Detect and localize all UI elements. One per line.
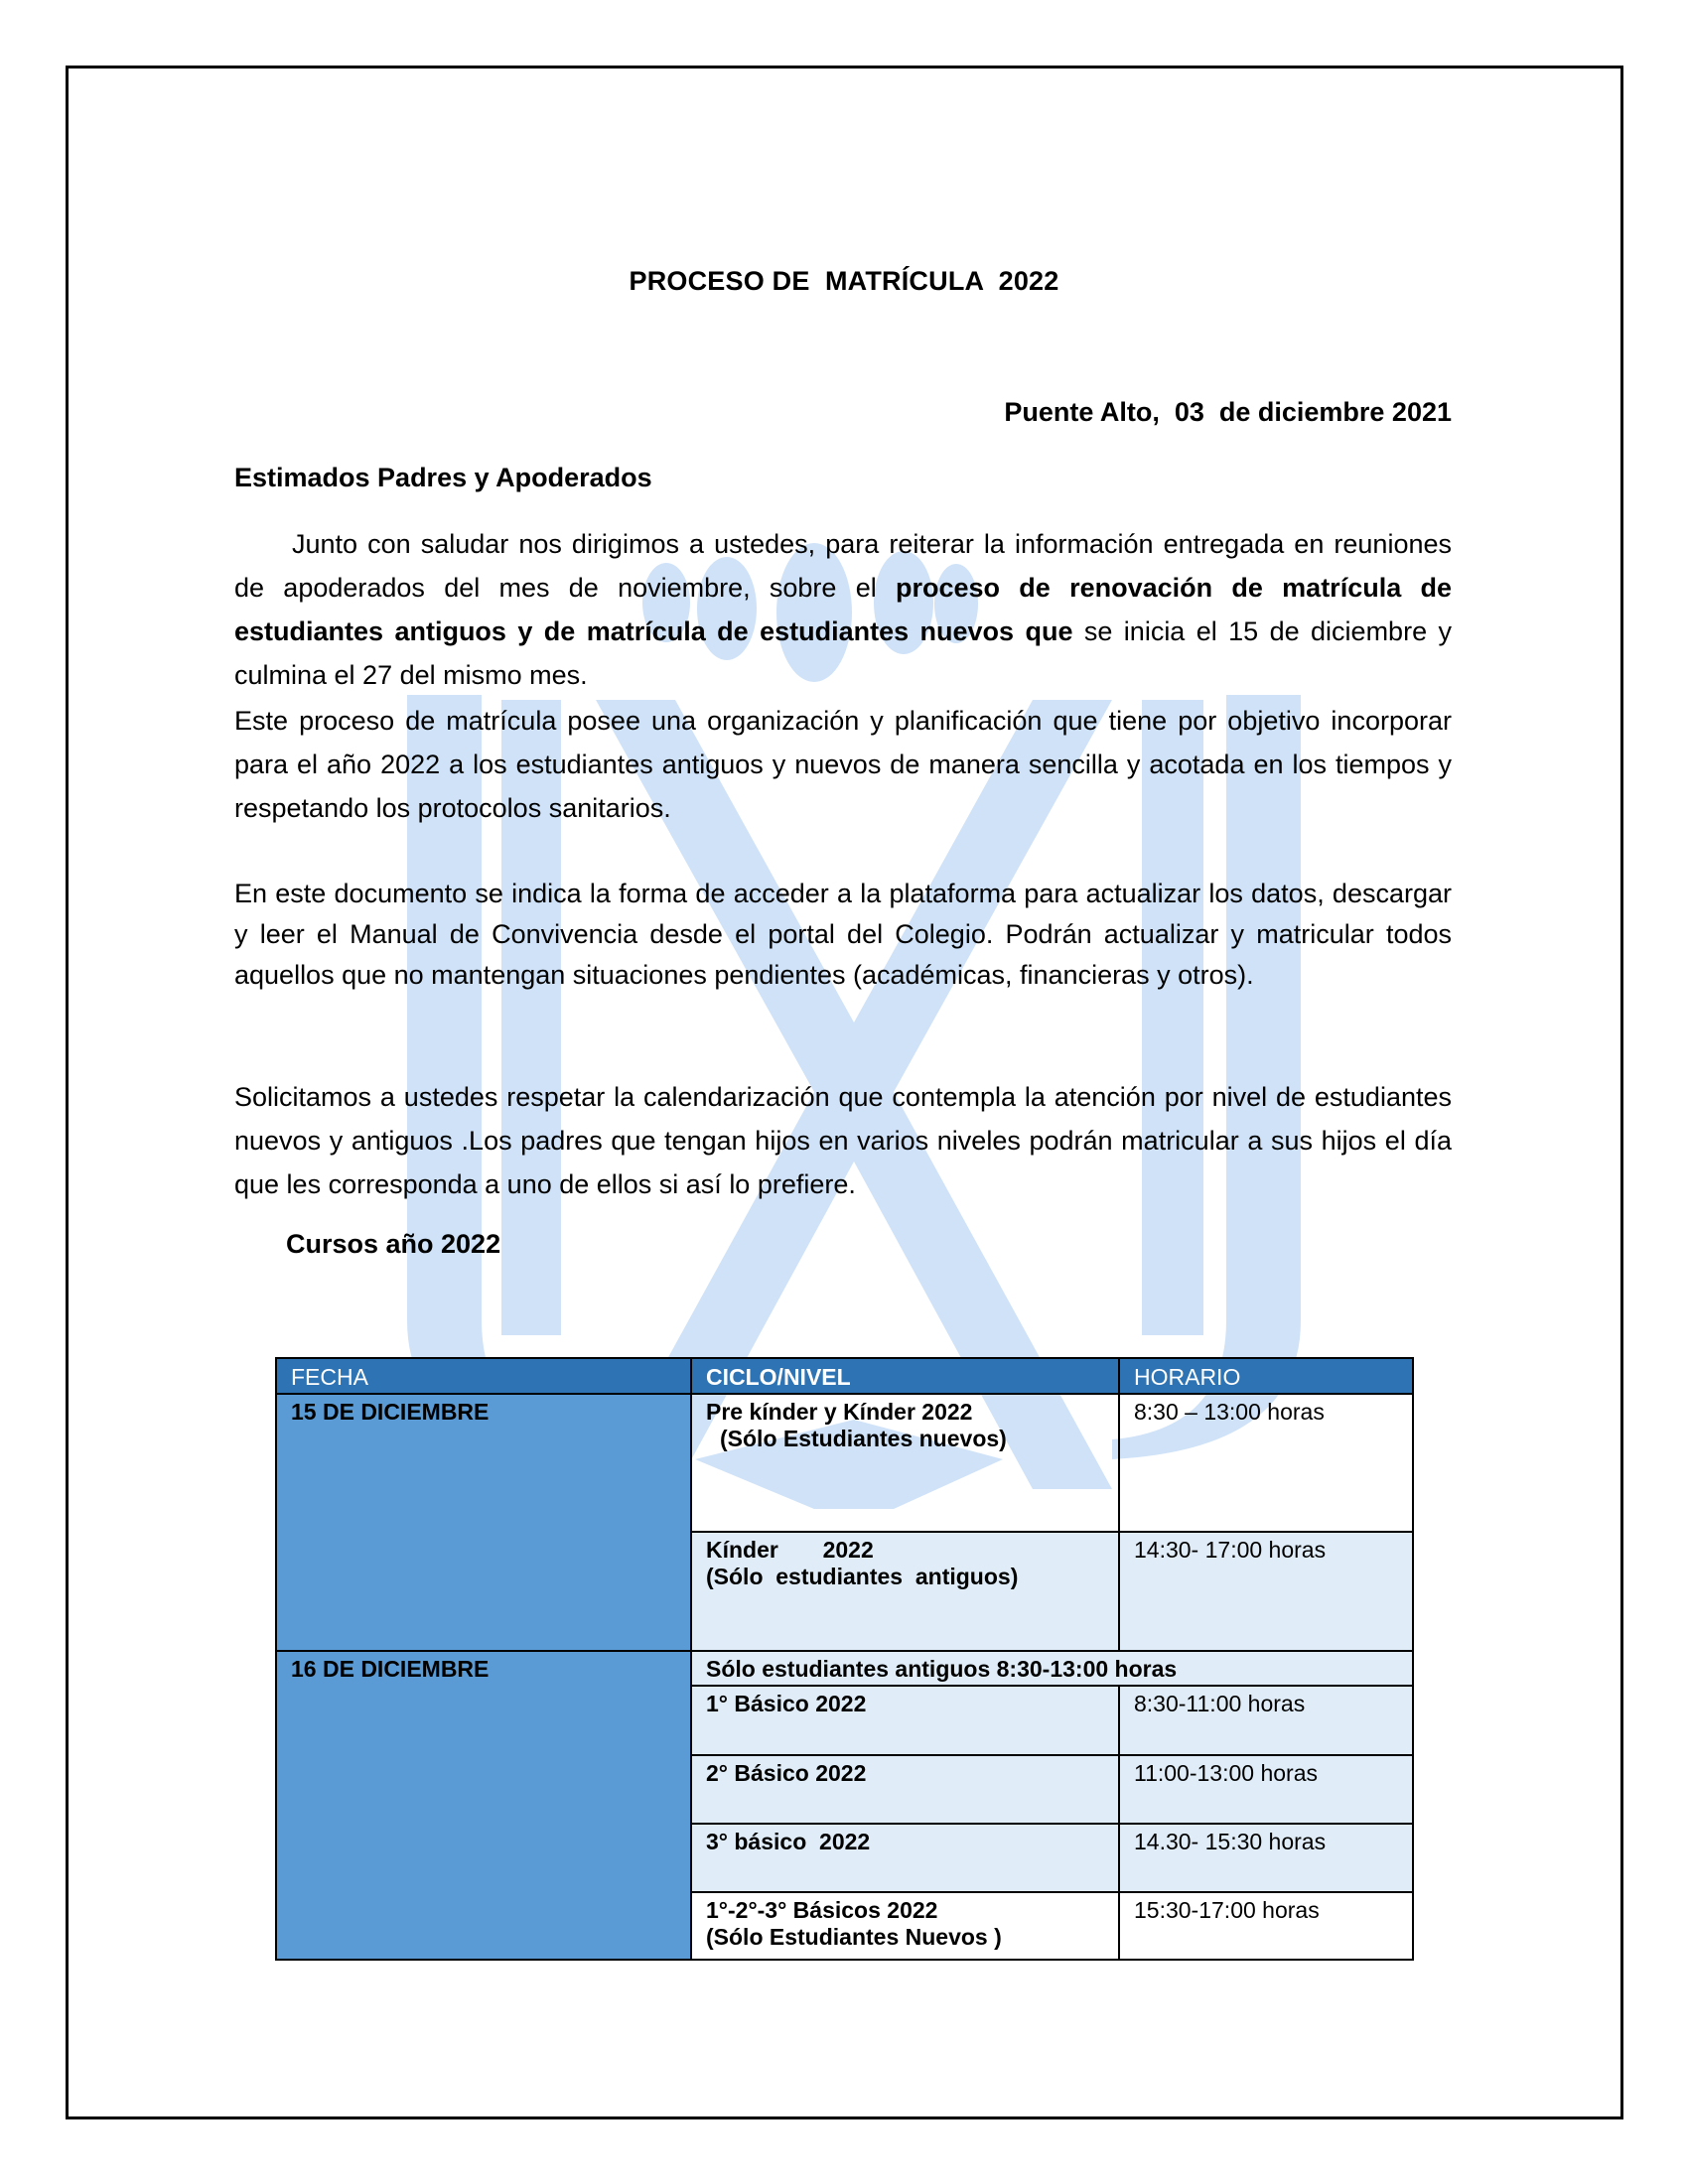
courses-heading: Cursos año 2022 xyxy=(286,1229,501,1259)
paragraph-intro-end: se inicia el 15 de diciembre y culmina el 27 del mismo mes. xyxy=(234,616,1452,690)
horario-cell: 11:00-13:00 horas xyxy=(1119,1755,1413,1824)
ciclo-line2: (Sólo Estudiantes Nuevos ) xyxy=(706,1924,1002,1950)
fecha-cell: 16 DE DICIEMBRE xyxy=(276,1651,691,1960)
horario-cell: 8:30-11:00 horas xyxy=(1119,1686,1413,1755)
document-title: PROCESO DE MATRÍCULA 2022 xyxy=(629,266,1059,296)
place-date: Puente Alto, 03 de diciembre 2021 xyxy=(1004,397,1452,427)
greeting: Estimados Padres y Apoderados xyxy=(234,463,652,492)
horario-cell: 14.30- 15:30 horas xyxy=(1119,1824,1413,1892)
ciclo-cell xyxy=(691,1394,1119,1532)
horario-cell: 14:30- 17:00 horas xyxy=(1119,1532,1413,1651)
ciclo-line2: (Sólo Estudiantes nuevos) xyxy=(720,1426,1007,1451)
table-row xyxy=(276,1394,1413,1532)
horario-cell: 15:30-17:00 horas xyxy=(1119,1892,1413,1960)
ciclo-cell: 1° Básico 2022 xyxy=(691,1686,1119,1755)
ciclo-cell: 2° Básico 2022 xyxy=(691,1755,1119,1824)
ciclo-line1: 1°-2°-3° Básicos 2022 xyxy=(706,1897,938,1923)
ciclo-line2: (Sólo estudiantes antiguos) xyxy=(706,1564,1019,1589)
paragraph-intro-bold: proceso de renovación de matrícula de estudiantes antiguos y de matrícula de estudiantes nuevos que xyxy=(234,573,1452,646)
fecha-cell: 15 DE DICIEMBRE xyxy=(276,1394,691,1651)
schedule-table xyxy=(275,1357,1414,1961)
header-fecha: FECHA xyxy=(276,1358,691,1394)
ciclo-line1: Kínder 2022 xyxy=(706,1537,874,1563)
paragraph-intro-text: Junto con saludar nos dirigimos a ustedes, para reiterar la información entregada en reuniones de apoderados del mes de noviembre, sobre el xyxy=(234,529,1452,603)
paragraph-calendar: Solicitamos a ustedes respetar la calendarización que contempla la atención por nivel de estudiantes nuevos y antiguos .Los padres que tengan hijos en varios niveles podrán matricular a sus hijos el día que les corresponda a uno de ellos si así lo prefiere. xyxy=(234,1082,1452,1199)
ciclo-cell xyxy=(691,1892,1119,1960)
paragraph-process: Este proceso de matrícula posee una organización y planificación que tiene por objetivo incorporar para el año 2022 a los estudiantes antiguos y nuevos de manera sencilla y acotada en los tiempos y respetando los protocolos sanitarios. xyxy=(234,706,1452,823)
ciclo-line1: Pre kínder y Kínder 2022 xyxy=(706,1399,973,1425)
ciclo-cell: 3° básico 2022 xyxy=(691,1824,1119,1892)
paragraph-platform: En este documento se indica la forma de acceder a la plataforma para actualizar los datos, descargar y leer el Manual de Convivencia desde el portal del Colegio. Podrán actualizar y matricular todos aquellos que no mantengan situaciones pendientes (académicas, financieras y otros). xyxy=(234,879,1452,990)
ciclo-cell xyxy=(691,1532,1119,1651)
table-header-row xyxy=(276,1358,1413,1394)
horario-cell: 8:30 – 13:00 horas xyxy=(1119,1394,1413,1532)
paragraph-intro xyxy=(234,522,1452,697)
header-horario: HORARIO xyxy=(1119,1358,1413,1394)
table-row xyxy=(276,1651,1413,1686)
header-ciclo-nivel: CICLO/NIVEL xyxy=(691,1358,1119,1394)
span-note-cell: Sólo estudiantes antiguos 8:30-13:00 horas xyxy=(691,1651,1413,1686)
